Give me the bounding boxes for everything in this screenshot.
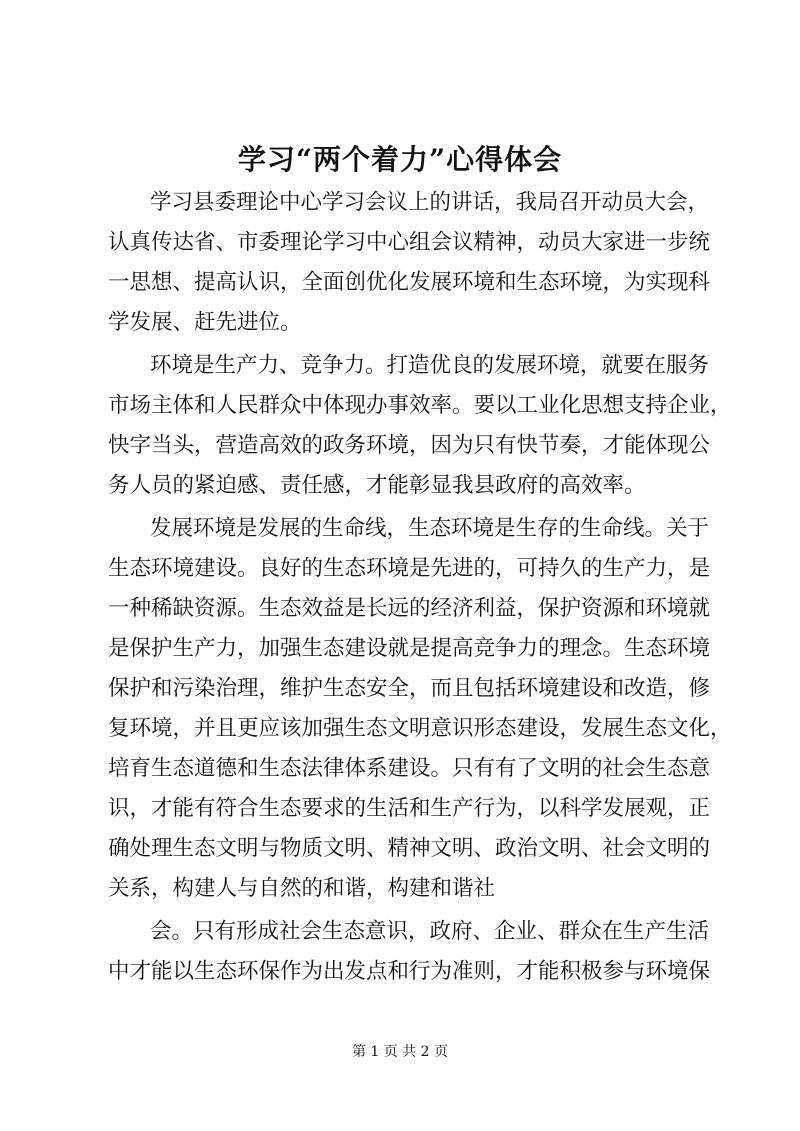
text-line: 关系，构建人与自然的和谐，构建和谐社: [108, 876, 496, 901]
text-line: 一种稀缺资源。生态效益是长远的经济利益，保护资源和环境就: [108, 596, 711, 621]
text-line: 确处理生态文明与物质文明、精神文明、政治文明、社会文明的: [108, 836, 711, 861]
text-line: 环境是生产力、竞争力。打造优良的发展环境，就要在服务: [150, 353, 710, 378]
text-line: 一思想、提高认识，全面创优化发展环境和生态环境，为实现科: [108, 270, 711, 295]
text-line: 快字当头，营造高效的政务环境，因为只有快节奏，才能体现公: [108, 433, 711, 458]
text-line: 保护和污染治理，维护生态安全，而且包括环境建设和改造，修: [108, 676, 711, 701]
text-line: 学发展、赶先进位。: [108, 310, 302, 335]
text-line: 会。只有形成社会生态意识，政府、企业、群众在生产生活: [150, 919, 710, 944]
document-title: 学习“两个着力”心得体会: [237, 143, 563, 176]
text-line: 市场主体和人民群众中体现办事效率。要以工业化思想支持企业，: [108, 393, 732, 418]
text-line: 复环境，并且更应该加强生态文明意识形态建设，发展生态文化，: [108, 716, 732, 741]
text-line: 务人员的紧迫感、责任感，才能彰显我县政府的高效率。: [108, 473, 646, 498]
text-line: 识，才能有符合生态要求的生活和生产行为，以科学发展观，正: [108, 796, 711, 821]
text-line: 认真传达省、市委理论学习中心组会议精神，动员大家进一步统: [108, 230, 711, 255]
text-line: 培育生态道德和生态法律体系建设。只有有了文明的社会生态意: [108, 756, 711, 781]
text-line: 发展环境是发展的生命线，生态环境是生存的生命线。关于: [150, 516, 710, 541]
page-footer: 第 1 页 共 2 页: [351, 1044, 449, 1060]
text-line: 学习县委理论中心学习会议上的讲话，我局召开动员大会，: [150, 190, 710, 215]
text-line: 是保护生产力，加强生态建设就是提高竞争力的理念。生态环境: [108, 636, 711, 661]
text-line: 生态环境建设。良好的生态环境是先进的，可持久的生产力，是: [108, 556, 711, 581]
text-line: 中才能以生态环保作为出发点和行为准则，才能积极参与环境保: [108, 959, 711, 984]
